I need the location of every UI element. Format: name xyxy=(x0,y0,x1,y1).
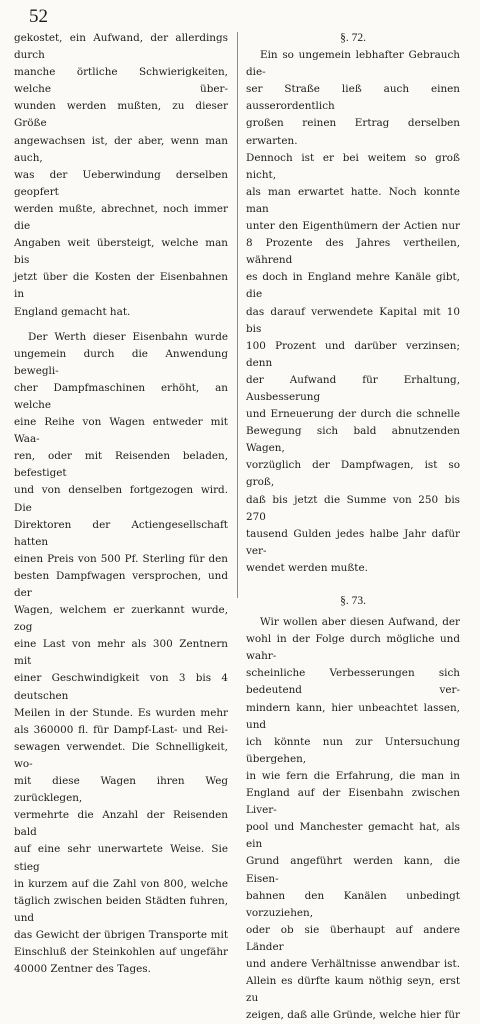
right-column xyxy=(246,30,460,1024)
text-line: Wir wollen aber diesen Aufwand, der xyxy=(260,616,460,629)
text-line: in wie fern die Erfahrung, die man in xyxy=(246,769,460,782)
text-line: sewagen verwendet. Die Schnelligkeit, wo- xyxy=(14,740,228,770)
text-line: 100 Prozent und darüber verzinsen; denn xyxy=(246,339,460,369)
text-line: 40000 Zentner des Tages. xyxy=(14,963,151,976)
section-heading-72: §. 72. xyxy=(340,32,366,44)
text-line: einen Preis von 500 Pf. Sterling für den xyxy=(14,552,228,565)
text-line: vermehrte die Anzahl der Reisenden bald xyxy=(14,809,228,839)
left-column xyxy=(14,30,228,978)
text-line: Direktoren der Actiengesellschaft hatten xyxy=(14,518,228,548)
text-line: Bewegung sich bald abnutzenden Wagen, xyxy=(246,425,460,455)
text-line: gekostet, ein Aufwand, der allerdings durch xyxy=(14,32,228,62)
text-line: auf eine sehr unerwartete Weise. Sie stieg xyxy=(14,843,228,873)
text-line: der Aufwand für Erhaltung, Ausbesserung xyxy=(246,373,460,403)
text-line: besten Dampfwagen versprochen, und der xyxy=(14,569,228,599)
text-line: und von denselben fortgezogen wird. Die xyxy=(14,484,228,514)
text-line: wohl in der Folge durch mögliche und wahr- xyxy=(246,633,460,663)
text-line: das darauf verwendete Kapital mit 10 bis xyxy=(246,305,460,335)
text-line: ren, oder mit Reisenden beladen, befestiget xyxy=(14,450,228,480)
text-line: als man erwartet hatte. Noch konnte man xyxy=(246,185,460,215)
text-line: Wagen, welchem er zuerkannt wurde, zog xyxy=(14,604,228,634)
column-divider xyxy=(237,32,238,598)
text-line: Dennoch ist er bei weitem so groß nicht, xyxy=(246,151,460,181)
text-line: und Erneuerung der durch die schnelle xyxy=(246,408,460,421)
text-line: Ein so ungemein lebhafter Gebrauch die- xyxy=(246,49,460,79)
text-line: und andere Verhältnisse anwendbar ist. xyxy=(246,957,460,970)
text-line: vorzüglich der Dampfwagen, ist so groß, xyxy=(246,459,460,489)
text-line: Grund angeführt werden kann, die Eisen- xyxy=(246,855,460,885)
paragraph-3 xyxy=(246,47,460,577)
text-line: bahnen den Kanälen unbedingt vorzuziehen, xyxy=(246,889,460,919)
text-line: das Gewicht der übrigen Transporte mit xyxy=(14,928,228,941)
text-line: scheinliche Verbesserungen sich bedeutend ver- xyxy=(246,667,460,697)
text-line: pool und Manchester gemacht hat, als ein xyxy=(246,821,460,851)
text-line: unter den Eigenthümern der Actien nur xyxy=(246,220,460,233)
text-line: cher Dampfmaschinen erhöht, an welche xyxy=(14,381,228,411)
text-line: Angaben weit übersteigt, welche man bis xyxy=(14,237,228,267)
text-line: was der Ueberwindung derselben geopfert xyxy=(14,168,228,198)
paragraph-1 xyxy=(14,30,228,321)
text-line: Einschluß der Steinkohlen auf ungefähr xyxy=(14,945,228,958)
text-line: ungemein durch die Anwendung bewegli- xyxy=(14,347,228,377)
text-line: großen reinen Ertrag derselben erwarten. xyxy=(246,117,460,147)
paragraph-4 xyxy=(246,614,460,1024)
text-line: manche örtliche Schwierigkeiten, welche über- xyxy=(14,66,228,96)
text-line: tausend Gulden jedes halbe Jahr dafür ver- xyxy=(246,527,460,557)
text-line: in kurzem auf die Zahl von 800, welche xyxy=(14,877,228,890)
text-line: werden mußte, abrechnet, noch immer die xyxy=(14,202,228,233)
text-line: es doch in England mehre Kanäle gibt, die xyxy=(246,271,460,301)
text-line: zeigen, daß alle Gründe, welche hier für xyxy=(246,1009,460,1022)
paragraph-2 xyxy=(14,329,228,979)
page-number: 52 xyxy=(29,6,48,27)
text-line: eine Reihe von Wagen entweder mit Waa- xyxy=(14,416,228,446)
text-line: England gemacht hat. xyxy=(14,305,131,318)
text-line: ser Straße ließ auch einen ausserordentlich xyxy=(246,83,460,113)
text-line: 8 Prozente des Jahres vertheilen, während xyxy=(246,237,460,267)
text-line: mit diese Wagen ihren Weg zurücklegen, xyxy=(14,775,228,805)
text-line: Meilen in der Stunde. Es wurden mehr xyxy=(14,706,228,719)
text-line: ich könnte nun zur Untersuchung übergehen, xyxy=(246,735,460,765)
text-line: oder ob sie überhaupt auf andere Länder xyxy=(246,923,460,953)
text-line: daß bis jetzt die Summe von 250 bis 270 xyxy=(246,493,460,523)
text-line: eine Last von mehr als 300 Zentnern mit xyxy=(14,638,228,668)
text-line: Allein es dürfte kaum nöthig seyn, erst zu xyxy=(246,975,460,1005)
text-line: täglich zwischen beiden Städten fuhren, und xyxy=(14,894,228,924)
text-line: mindern kann, hier unbeachtet lassen, und xyxy=(246,701,460,731)
text-line: Der Werth dieser Eisenbahn wurde xyxy=(28,330,228,343)
text-line: jetzt über die Kosten der Eisenbahnen in xyxy=(14,271,228,301)
text-line: als 360000 fl. für Dampf-Last- und Rei- xyxy=(14,723,228,736)
text-line: angewachsen ist, der aber, wenn man auch, xyxy=(14,134,228,164)
text-line: England auf der Eisenbahn zwischen Liver- xyxy=(246,787,460,817)
text-line: einer Geschwindigkeit von 3 bis 4 deutschen xyxy=(14,672,228,702)
section-heading-73: §. 73. xyxy=(340,595,366,607)
text-line: wendet werden mußte. xyxy=(246,561,368,574)
text-line: wunden werden mußten, zu dieser Größe xyxy=(14,100,228,130)
